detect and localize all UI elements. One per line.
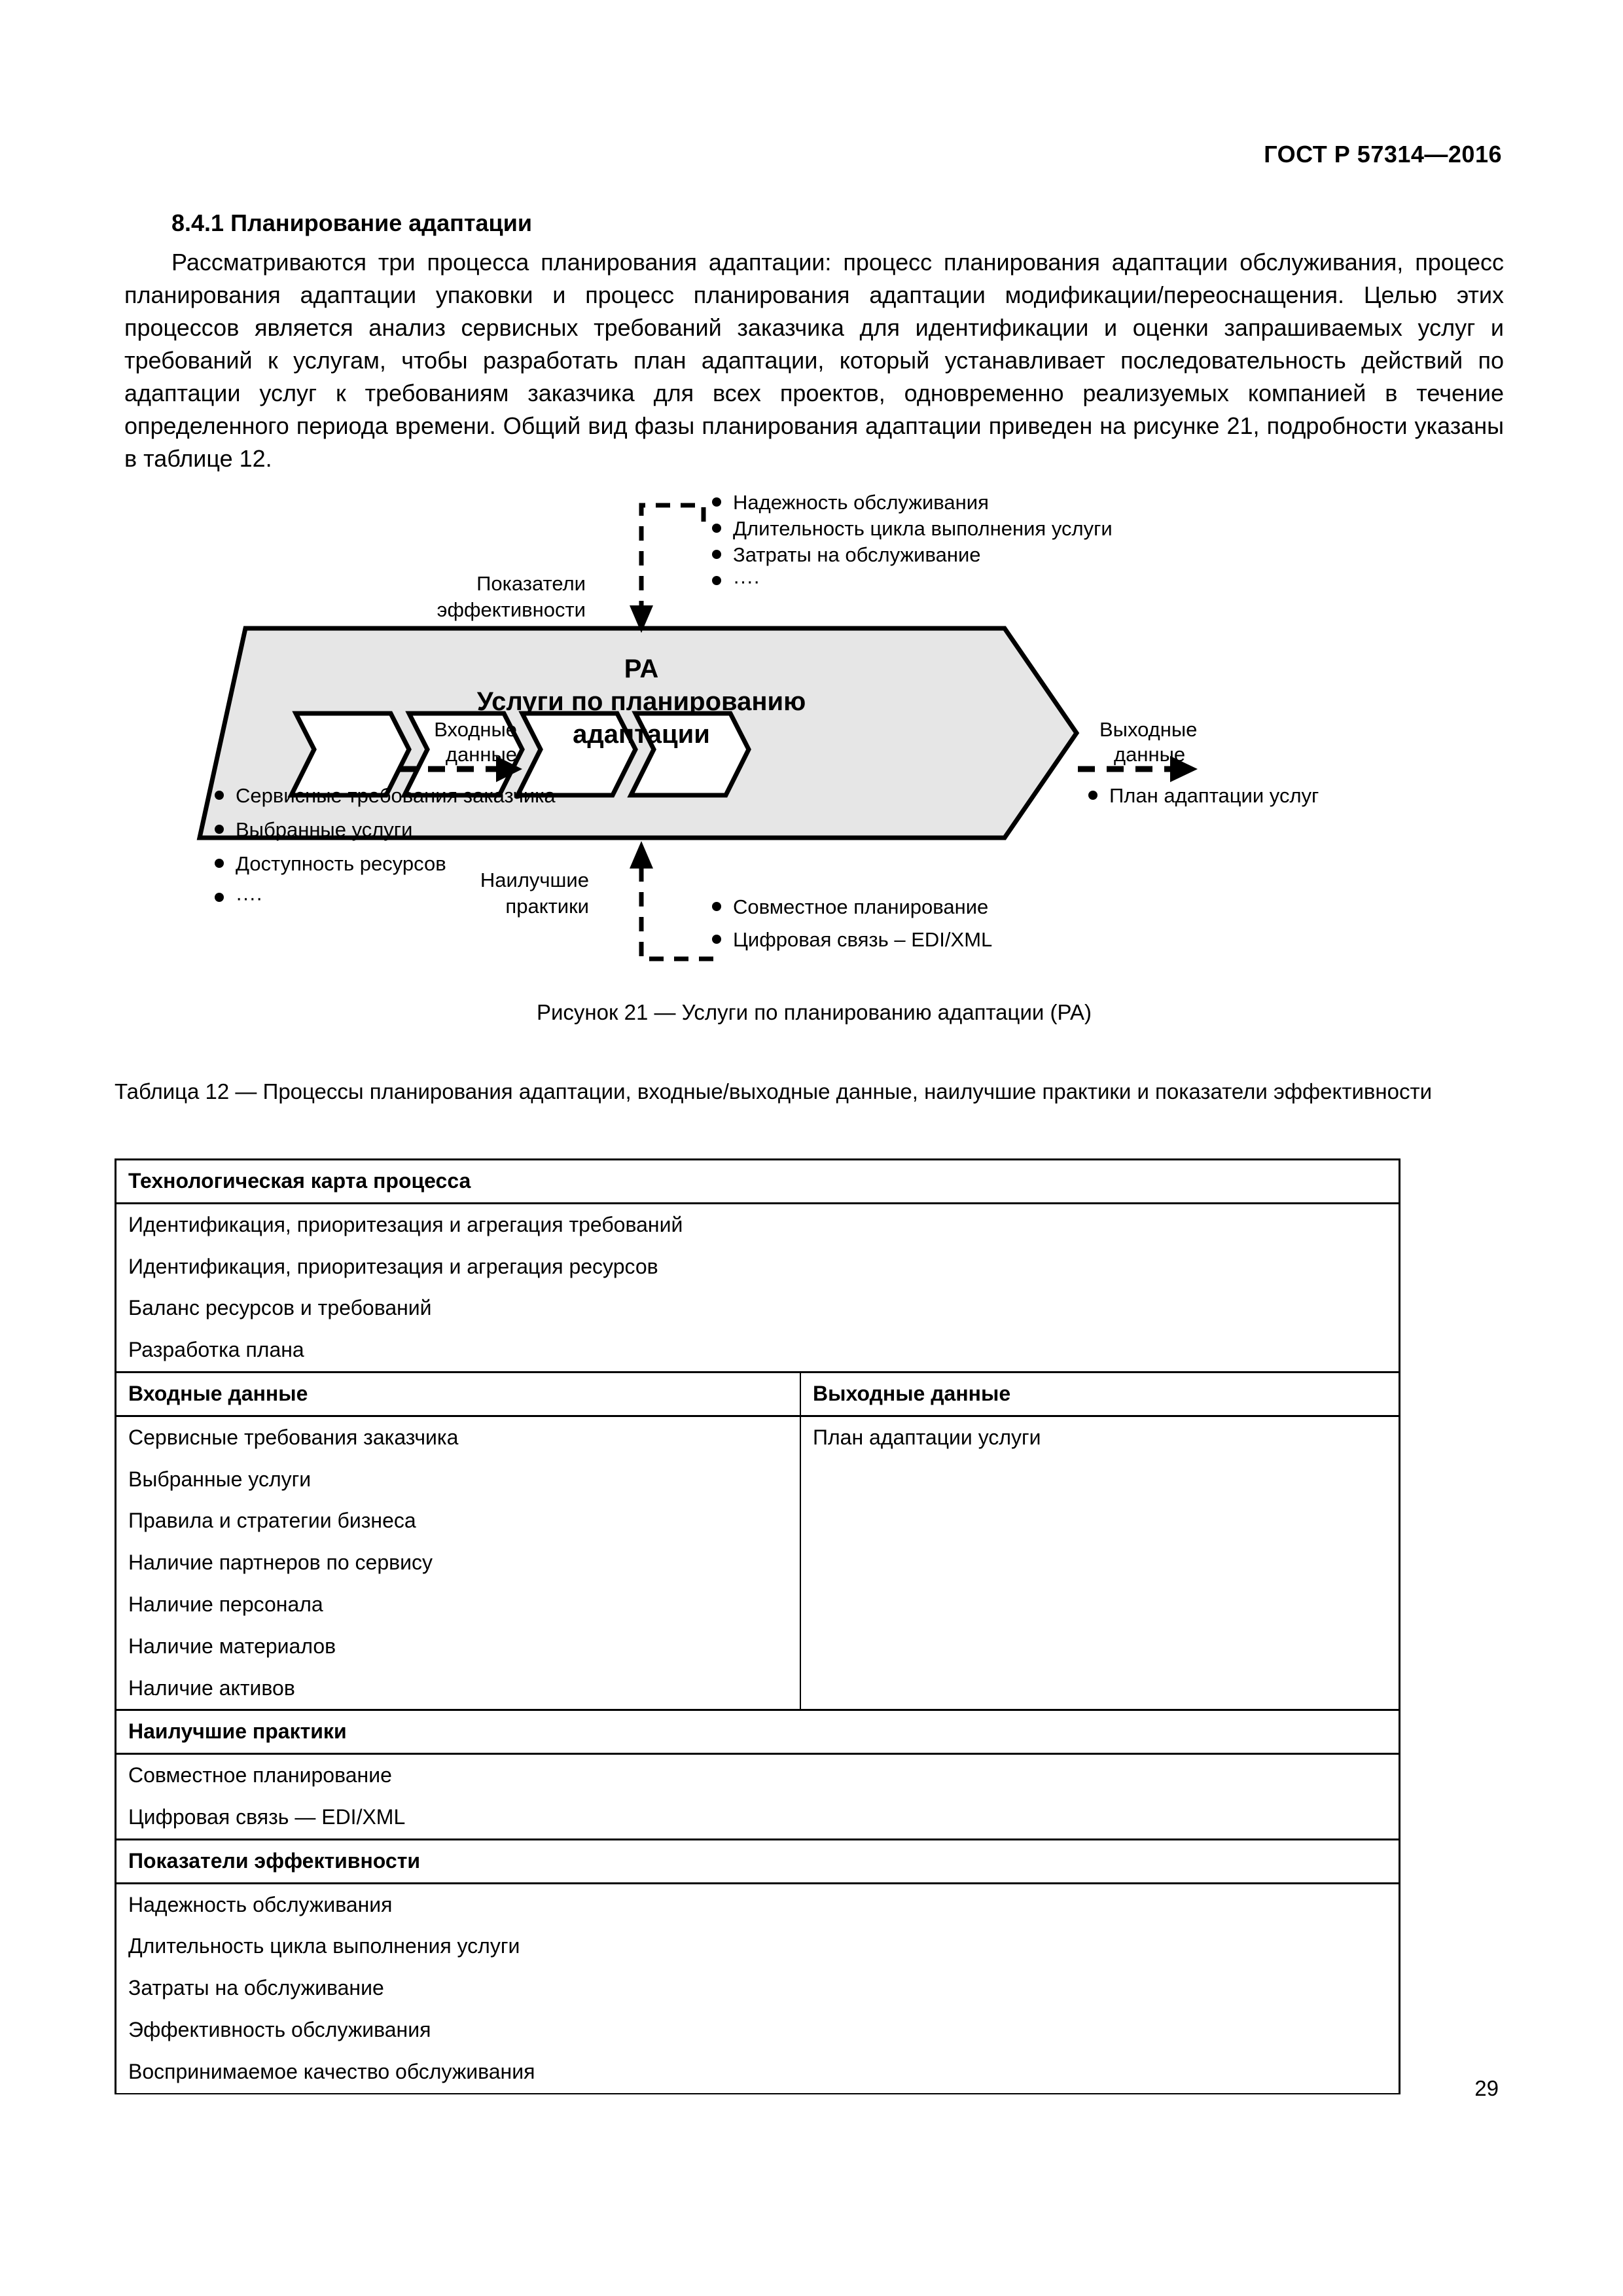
best-practice-item-1: Цифровая связь – EDI/XML: [733, 928, 993, 951]
process-code-label: PA: [624, 655, 659, 683]
bullet-icon: [215, 859, 224, 868]
kpi-row-4: Воспринимаемое качество обслуживания: [116, 2051, 1400, 2094]
input-item-3: ····: [236, 886, 263, 909]
bullet-icon: [712, 576, 721, 585]
input-row-2: Правила и стратегии бизнеса: [116, 1500, 801, 1542]
table-caption: Таблица 12 — Процессы планирования адаптации, входные/выходные данные, наилучшие практики и показатели эффективности: [115, 1079, 1433, 1103]
kpi-label-line1: Показатели: [476, 572, 586, 595]
bullet-icon: [712, 902, 721, 911]
process-diagram: [124, 488, 1504, 1031]
figure-caption: Рисунок 21 — Услуги по планированию адаптации (PA): [536, 1000, 1092, 1024]
kpi-connector: [641, 505, 704, 609]
input-row-5: Наличие материалов: [116, 1626, 801, 1668]
process-title-line2: адаптации: [573, 720, 710, 749]
figure-21: [124, 488, 1504, 1031]
input-row-0: Сервисные требования заказчика: [116, 1416, 801, 1458]
process-map-row-2: Баланс ресурсов и требований: [116, 1287, 1400, 1329]
output-data-header-cell: Выходные данные: [800, 1372, 1400, 1416]
process-map-row-0: Идентификация, приоритезация и агрегация требований: [116, 1203, 1400, 1246]
table-row: [116, 1710, 1400, 1754]
input-row-3: Наличие партнеров по сервису: [116, 1542, 801, 1584]
best-practices-item-list: [712, 895, 992, 951]
input-row-4: Наличие персонала: [116, 1584, 801, 1626]
table-row: [116, 1926, 1400, 1967]
table-row: [116, 2009, 1400, 2051]
best-practices-label-line1: Наилучшие: [480, 869, 589, 891]
bullet-icon: [215, 893, 224, 902]
table-row: [116, 1883, 1400, 1926]
best-practices-connector: [641, 867, 713, 959]
output-item-list: [1088, 784, 1319, 807]
kpi-row-3: Эффективность обслуживания: [116, 2009, 1400, 2051]
output-item-0: План адаптации услуг: [1109, 784, 1319, 807]
table-row: [116, 1329, 1400, 1372]
document-header-standard-number: ГОСТ Р 57314—2016: [1264, 141, 1502, 168]
table-row: [116, 1754, 1400, 1797]
kpi-item-3: ····: [733, 569, 760, 592]
table-row: [116, 1203, 1400, 1246]
table-row: [116, 1372, 1400, 1416]
table-row: [116, 1967, 1400, 2009]
table-12-wrapper: [115, 1158, 1400, 2094]
input-label-line2: данные: [445, 743, 517, 766]
kpi-header-cell: Показатели эффективности: [116, 1839, 1400, 1883]
kpi-row-1: Длительность цикла выполнения услуги: [116, 1926, 1400, 1967]
best-practices-label-line2: практики: [505, 895, 589, 918]
page-number: 29: [1474, 2076, 1499, 2100]
process-map-row-1: Идентификация, приоритезация и агрегация ресурсов: [116, 1246, 1400, 1288]
best-practices-row-1: Цифровая связь — EDI/XML: [116, 1797, 1400, 1839]
bullet-icon: [215, 791, 224, 800]
kpi-item-1: Длительность цикла выполнения услуги: [733, 517, 1113, 540]
table-12: [115, 1158, 1400, 2094]
input-label-line1: Входные: [434, 718, 517, 741]
input-item-0: Сервисные требования заказчика: [236, 784, 556, 807]
table-row: [116, 2051, 1400, 2094]
best-practices-header-cell: Наилучшие практики: [116, 1710, 1400, 1754]
input-item-1: Выбранные услуги: [236, 818, 413, 841]
table-row: [116, 1287, 1400, 1329]
output-label-line1: Выходные: [1099, 718, 1198, 741]
input-row-1: Выбранные услуги: [116, 1459, 801, 1501]
kpi-row-0: Надежность обслуживания: [116, 1883, 1400, 1926]
kpi-row-2: Затраты на обслуживание: [116, 1967, 1400, 2009]
best-practices-arrowhead-icon: [630, 841, 653, 869]
table-row: [116, 1246, 1400, 1288]
bullet-icon: [712, 935, 721, 944]
bullet-icon: [1088, 791, 1097, 800]
bullet-icon: [712, 497, 721, 507]
kpi-item-0: Надежность обслуживания: [733, 491, 989, 514]
kpi-label-line2: эффективности: [437, 598, 586, 621]
process-map-header-cell: Технологическая карта процесса: [116, 1160, 1400, 1204]
kpi-item-list: [712, 491, 1113, 592]
input-data-header-cell: Входные данные: [116, 1372, 801, 1416]
process-map-row-3: Разработка плана: [116, 1329, 1400, 1372]
table-row: [116, 1160, 1400, 1204]
table-row: [116, 1416, 1400, 1458]
clause-paragraph: Рассматриваются три процесса планирования адаптации: процесс планирования адаптации обслуживания, процесс планирования адаптации упаковки и процесс планирования адаптации модификации/переоснащения. Целью этих процессов является анализ сервисных требований заказчика для идентификации и оценки запрашиваемых услуг и требований к услугам, чтобы разработать план адаптации, который устанавливает последовательность действий по адаптации услуг к требованиям заказчика для всех проектов, одновременно реализуемых компанией в течение определенного периода времени. Общий вид фазы планирования адаптации приведен на рисунке 21, подробности указаны в таблице 12.: [124, 249, 1504, 472]
input-row-6: Наличие активов: [116, 1668, 801, 1710]
process-title-line1: Услуги по планированию: [476, 687, 806, 716]
output-label-line2: данные: [1114, 743, 1186, 766]
bullet-icon: [712, 524, 721, 533]
kpi-item-2: Затраты на обслуживание: [733, 543, 981, 566]
best-practice-item-0: Совместное планирование: [733, 895, 989, 918]
input-item-2: Доступность ресурсов: [236, 852, 446, 875]
table-row: [116, 1797, 1400, 1839]
bullet-icon: [712, 550, 721, 559]
output-row-0: План адаптации услуги: [800, 1416, 1400, 1710]
bullet-icon: [215, 825, 224, 834]
clause-content: [124, 209, 1504, 475]
table-row: [116, 1839, 1400, 1883]
best-practices-row-0: Совместное планирование: [116, 1754, 1400, 1797]
clause-heading: 8.4.1 Планирование адаптации: [171, 209, 532, 236]
